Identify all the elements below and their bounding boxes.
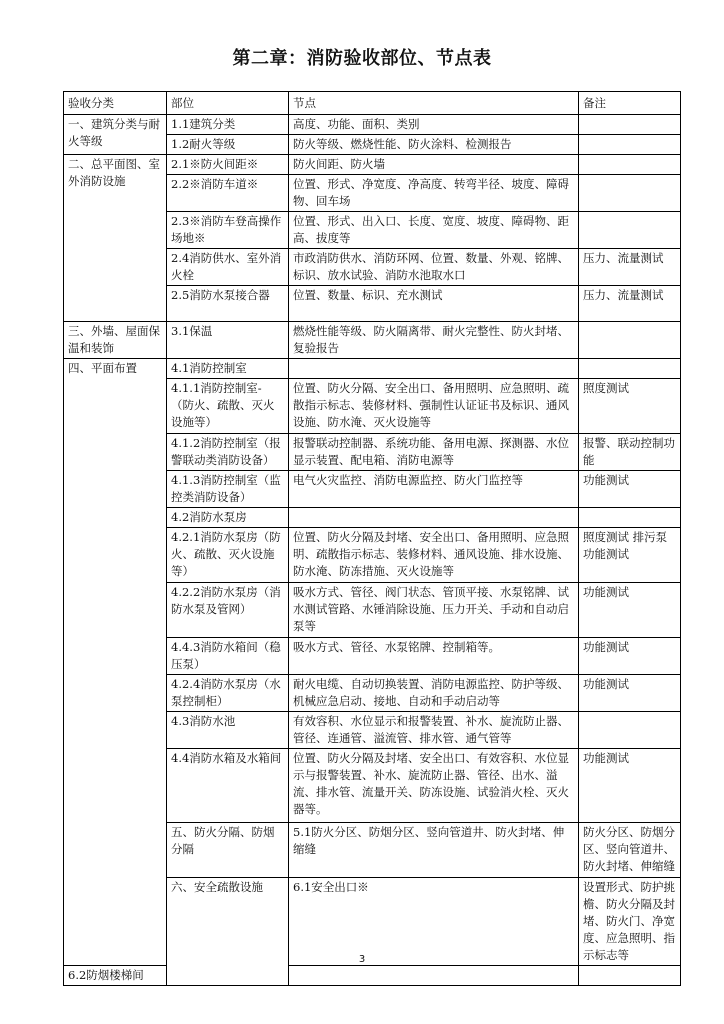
category-cell: 三、外墙、屋面保温和装饰 bbox=[64, 322, 167, 359]
part-cell: 2.2※消防车道※ bbox=[167, 175, 289, 212]
part-cell: 4.4消防水箱及水箱间 bbox=[167, 749, 289, 823]
note-cell bbox=[579, 508, 681, 528]
note-cell bbox=[579, 155, 681, 175]
node-cell: 位置、形式、净宽度、净高度、转弯半径、坡度、障碍物、回车场 bbox=[289, 175, 579, 212]
category-cell: 五、防火分隔、防烟分隔 bbox=[167, 823, 289, 878]
node-cell bbox=[289, 966, 579, 986]
header-node: 节点 bbox=[289, 92, 579, 115]
node-cell: 防火等级、燃烧性能、防火涂料、检测报告 bbox=[289, 135, 579, 155]
node-cell: 电气火灾监控、消防电源监控、防火门监控等 bbox=[289, 471, 579, 508]
table-row bbox=[64, 359, 681, 379]
page-number: 3 bbox=[358, 954, 366, 965]
part-cell: 4.2.4消防水泵房（水泵控制柜） bbox=[167, 675, 289, 712]
note-cell bbox=[579, 322, 681, 359]
page-title: 第二章：消防验收部位、节点表 bbox=[232, 48, 492, 69]
note-cell: 报警、联动控制功能 bbox=[579, 434, 681, 471]
table-row bbox=[64, 966, 681, 986]
table-row bbox=[64, 322, 681, 359]
header-category: 验收分类 bbox=[64, 92, 167, 115]
note-cell bbox=[579, 175, 681, 212]
note-cell: 功能测试 bbox=[579, 471, 681, 508]
node-cell: 吸水方式、管径、阀门状态、管顶平接、水泵铭牌、试水测试管路、水锤消除设施、压力开关、手动和自动启泵等 bbox=[289, 583, 579, 638]
node-cell: 位置、形式、出入口、长度、宽度、坡度、障碍物、距高、拔度等 bbox=[289, 212, 579, 249]
header-note: 备注 bbox=[579, 92, 681, 115]
category-cell: 六、安全疏散设施 bbox=[167, 878, 289, 986]
note-cell bbox=[579, 212, 681, 249]
header-part: 部位 bbox=[167, 92, 289, 115]
node-cell: 市政消防供水、消防环网、位置、数量、外观、铭牌、标识、放水试验、消防水池取水口 bbox=[289, 249, 579, 286]
note-cell bbox=[579, 966, 681, 986]
node-cell: 位置、数量、标识、充水测试 bbox=[289, 286, 579, 322]
table-header-row bbox=[64, 92, 681, 115]
note-cell bbox=[579, 712, 681, 749]
part-cell: 4.2.2消防水泵房（消防水泵及管网） bbox=[167, 583, 289, 638]
node-cell: 报警联动控制器、系统功能、备用电源、探测器、水位显示装置、配电箱、消防电源等 bbox=[289, 434, 579, 471]
node-cell: 防火间距、防火墙 bbox=[289, 155, 579, 175]
node-cell: 位置、防火分隔、安全出口、备用照明、应急照明、疏散指示标志、装修材料、强制性认证证书及标识、通风设施、防水淹、灭火设施等 bbox=[289, 379, 579, 434]
part-cell: 4.2.1消防水泵房（防火、疏散、灭火设施等） bbox=[167, 528, 289, 583]
part-cell: 4.1.2消防控制室（报警联动类消防设备） bbox=[167, 434, 289, 471]
acceptance-table bbox=[63, 91, 681, 986]
table-row bbox=[64, 115, 681, 135]
node-cell: 设置形式、防护挑檐、防火分隔及封堵、防火门、净宽度、应急照明、指示标志等 bbox=[579, 878, 681, 966]
part-cell: 2.1※防火间距※ bbox=[167, 155, 289, 175]
part-cell: 2.5消防水泵接合器 bbox=[167, 286, 289, 322]
part-cell: 2.4消防供水、室外消火栓 bbox=[167, 249, 289, 286]
node-cell bbox=[289, 359, 579, 379]
part-cell: 4.2消防水泵房 bbox=[167, 508, 289, 528]
category-cell: 一、建筑分类与耐火等级 bbox=[64, 115, 167, 155]
note-cell: 压力、流量测试 bbox=[579, 286, 681, 322]
part-cell: 4.4.3消防水箱间（稳压泵） bbox=[167, 638, 289, 675]
node-cell: 有效容积、水位显示和报警装置、补水、旋流防止器、管径、连通管、溢流管、排水管、通气管等 bbox=[289, 712, 579, 749]
part-cell: 6.2防烟楼梯间 bbox=[64, 966, 167, 986]
note-cell: 照度测试 排污泵功能测试 bbox=[579, 528, 681, 583]
node-cell: 燃烧性能等级、防火隔离带、耐火完整性、防火封堵、复验报告 bbox=[289, 322, 579, 359]
note-cell bbox=[579, 135, 681, 155]
part-cell: 2.3※消防车登高操作场地※ bbox=[167, 212, 289, 249]
note-cell: 压力、流量测试 bbox=[579, 249, 681, 286]
table-row bbox=[64, 155, 681, 175]
note-cell bbox=[579, 115, 681, 135]
category-cell: 二、总平面图、室外消防设施 bbox=[64, 155, 167, 322]
part-cell: 4.3消防水池 bbox=[167, 712, 289, 749]
node-cell: 位置、防火分隔及封堵、安全出口、备用照明、应急照明、疏散指示标志、装修材料、通风设施、排水设施、防水淹、防冻措施、灭火设施等 bbox=[289, 528, 579, 583]
node-cell bbox=[289, 508, 579, 528]
note-cell: 功能测试 bbox=[579, 583, 681, 638]
note-cell: 功能测试 bbox=[579, 638, 681, 675]
node-cell: 吸水方式、管径、水泵铭牌、控制箱等。 bbox=[289, 638, 579, 675]
part-cell: 3.1保温 bbox=[167, 322, 289, 359]
part-cell: 4.1消防控制室 bbox=[167, 359, 289, 379]
node-cell: 位置、防火分隔及封堵、安全出口、有效容积、水位显示与报警装置、补水、旋流防止器、管径、出水、溢流、排水管、流量开关、防冻设施、试验消火栓、灭火器等。 bbox=[289, 749, 579, 823]
part-cell: 4.1.1消防控制室-（防火、疏散、灭火设施等） bbox=[167, 379, 289, 434]
note-cell: 功能测试 bbox=[579, 675, 681, 712]
note-cell bbox=[579, 359, 681, 379]
part-cell: 1.1建筑分类 bbox=[167, 115, 289, 135]
category-cell: 四、平面布置 bbox=[64, 359, 167, 966]
node-cell: 高度、功能、面积、类别 bbox=[289, 115, 579, 135]
note-cell: 照度测试 bbox=[579, 379, 681, 434]
node-cell: 防火分区、防烟分区、竖向管道井、防火封堵、伸缩缝 bbox=[579, 823, 681, 878]
node-cell: 耐火电缆、自动切换装置、消防电源监控、防护等级、机械应急启动、接地、自动和手动启动等 bbox=[289, 675, 579, 712]
part-cell: 5.1防火分区、防烟分区、竖向管道井、防火封堵、伸缩缝 bbox=[289, 823, 579, 878]
part-cell: 6.1安全出口※ bbox=[289, 878, 579, 966]
part-cell: 4.1.3消防控制室（监控类消防设备） bbox=[167, 471, 289, 508]
note-cell: 功能测试 bbox=[579, 749, 681, 823]
part-cell: 1.2耐火等级 bbox=[167, 135, 289, 155]
